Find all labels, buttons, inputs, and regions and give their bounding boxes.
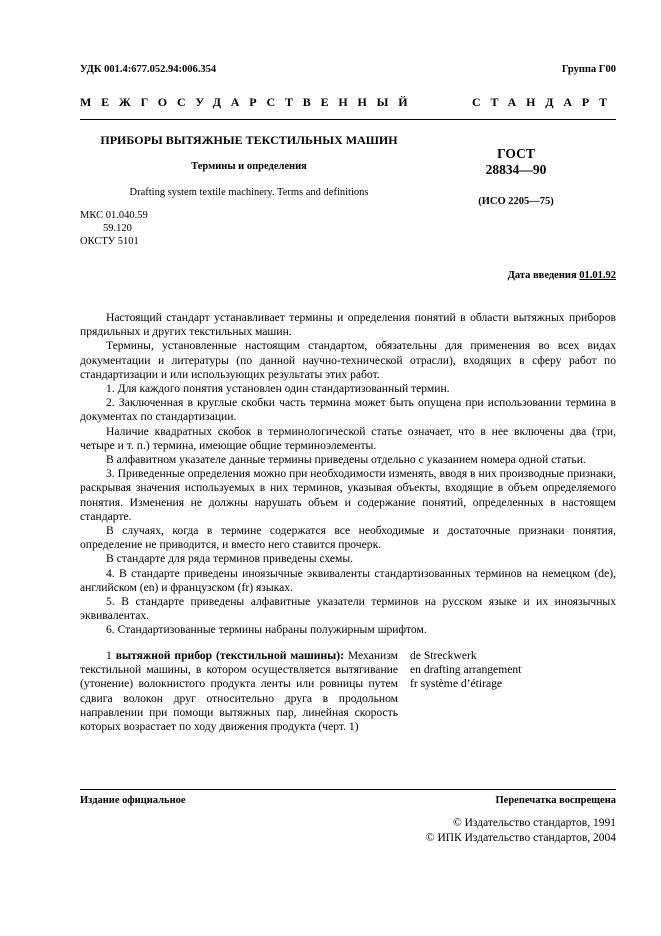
term-entry	[80, 649, 398, 734]
copyright-1991: © Издательство стандартов, 1991	[452, 817, 616, 829]
document-subtitle: Термины и определения	[191, 161, 307, 172]
introduction-date-value: 01.01.92	[579, 270, 616, 281]
paragraph: В стандарте для ряда терминов приведены схемы.	[106, 552, 354, 566]
reprint-prohibited: Перепечатка воспрещена	[495, 795, 616, 806]
official-edition: Издание официальное	[80, 795, 186, 806]
paragraph: 1. Для каждого понятия установлен один стандартизованный термин.	[106, 382, 450, 396]
introduction-date-label: Дата введения	[507, 270, 577, 281]
paragraph: 2. Заключенная в круглые скобки часть термина может быть опущена при использовании термина в документах по стандартизации.	[80, 396, 616, 424]
okstu-code: ОКСТУ 5101	[80, 236, 139, 247]
header-divider	[80, 119, 616, 120]
group-code: Группа Г00	[561, 64, 616, 75]
banner-interstate: МЕЖГОСУДАРСТВЕННЫЙ	[80, 95, 418, 109]
introduction-text	[80, 311, 616, 638]
paragraph: Термины, установленные настоящим стандартом, обязательны для применения во всех видах документации и литературы (по данной научно-технической отрасли), входящих в сферу работ по стандартизации и или использующих результаты этих работ.	[80, 339, 616, 381]
footer-divider	[80, 789, 616, 790]
term-definition: Механизм текстильной машины, в котором осуществляется вытягивание (утонение) волокнистого продукта ленты или ровницы путем сдвига волокон друг относительно друга в продольном направлении при помощи вытяжных пар, линейная скорость которых возрастает по ходу движения продукта (черт. 1)	[80, 649, 398, 734]
mks-code-secondary: 59.120	[103, 223, 132, 234]
term-number: 1	[106, 649, 112, 662]
paragraph: 4. В стандарте приведены иноязычные эквиваленты стандартизованных терминов на немецком (de), английском (en) и французском (fr) языках.	[80, 566, 616, 594]
iso-reference: (ИСО 2205—75)	[478, 196, 554, 207]
gost-number: 28834—90	[485, 162, 547, 177]
term-equivalents	[410, 649, 521, 692]
udk-code: УДК 001.4:677.052.94:006.354	[80, 64, 217, 75]
equivalent-de: de Streckwerk	[410, 649, 477, 662]
introduction-date	[508, 270, 616, 281]
paragraph: 3. Приведенные определения можно при необходимости изменять, вводя в них производные признаки, раскрывая значения используемых в них терминов, указывая объекты, входящие в объем определяемого понятия. Изменения не должны нарушать объем и содержание понятий, определенных в настоящем стандарте.	[80, 467, 616, 523]
mks-code: МКС 01.040.59	[80, 210, 148, 221]
term-name: вытяжной прибор (текстильной машины):	[115, 649, 344, 662]
paragraph: 6. Стандартизованные термины набраны полужирным шрифтом.	[106, 623, 427, 637]
gost-label: ГОСТ	[497, 146, 535, 161]
equivalent-en: en drafting arrangement	[410, 663, 522, 677]
paragraph: В алфавитном указателе данные термины приведены отдельно с указанием номера одной статьи.	[106, 453, 586, 467]
paragraph: В случаях, когда в термине содержатся все необходимые и достаточные признаки понятия, определение не приводится, и вместо него ставится прочерк.	[80, 524, 616, 552]
paragraph: Наличие квадратных скобок в терминологической статье означает, что в нее включены два (три, четыре и т. п.) термина, имеющие общие терминоэлементы.	[80, 424, 616, 452]
banner-standard: СТАНДАРТ	[472, 95, 617, 109]
paragraph: Настоящий стандарт устанавливает термины и определения понятий в области вытяжных приборов прядильных и других текстильных машин.	[80, 311, 616, 339]
equivalent-fr: fr système d’étirage	[410, 677, 503, 691]
copyright-2004: © ИПК Издательство стандартов, 2004	[425, 832, 616, 844]
english-title: Drafting system textile machinery. Terms and definitions	[129, 187, 369, 198]
paragraph: 5. В стандарте приведены алфавитные указатели терминов на русском языке и их иноязычных эквивалентах.	[80, 595, 616, 623]
document-title: ПРИБОРЫ ВЫТЯЖНЫЕ ТЕКСТИЛЬНЫХ МАШИН	[100, 133, 398, 147]
